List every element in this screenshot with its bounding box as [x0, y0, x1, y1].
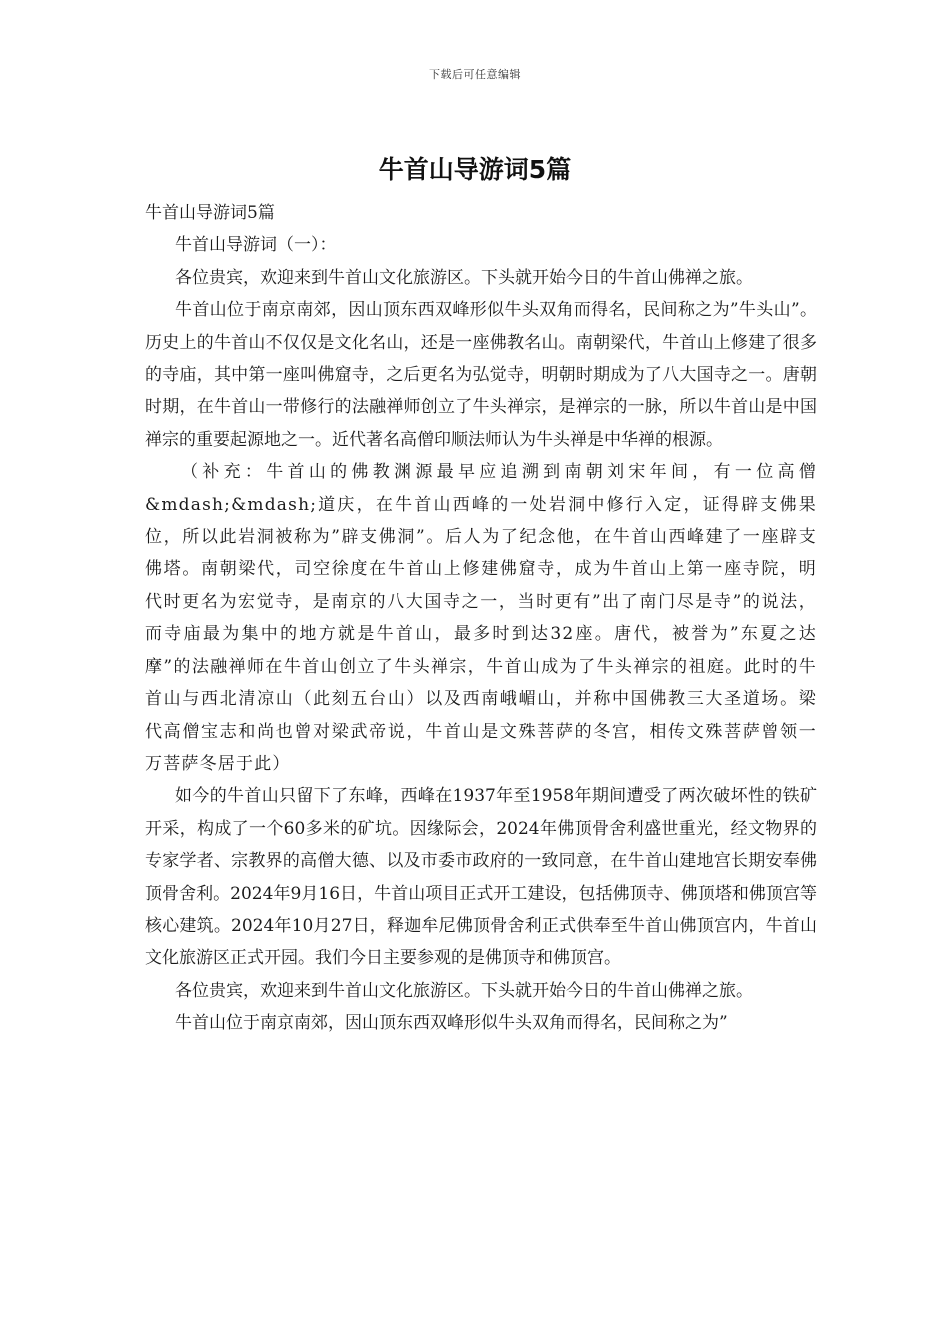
paragraph-welcome: 各位贵宾，欢迎来到牛首山文化旅游区。下头就开始今日的牛首山佛禅之旅。: [175, 267, 753, 288]
page-header-note: 下载后可任意编辑: [429, 68, 521, 81]
paragraph-present-day: 如今的牛首山只留下了东峰，西峰在1937年至1958年期间遭受了两次破坏性的铁矿开采，构成了一个60多米的矿坑。因缘际会，2024年佛顶骨舍利盛世重光，经文物界的专家学者、宗教界的高僧大德、以及市委市政府的一致同意，在牛首山建地宫长期安奉佛顶骨舍利。2024年9月16日，牛首山项目正式开工建设，包括佛顶寺、佛顶塔和佛顶宫等核心建筑。2024年10月27日，释迦牟尼佛顶骨舍利正式供奉至牛首山佛顶宫内，牛首山文化旅游区正式开园。我们今日主要参观的是佛顶寺和佛顶宫。: [145, 786, 817, 969]
paragraph-supplement: （补充：牛首山的佛教渊源最早应追溯到南朝刘宋年间，有一位高僧&mdash;&mdash;道庆，在牛首山西峰的一处岩洞中修行入定，证得辟支佛果位，所以此岩洞被称为”辟支佛洞”。后人为了纪念他，在牛首山西峰建了一座辟支佛塔。南朝梁代，司空徐度在牛首山上修建佛窟寺，成为牛首山上第一座寺院，明代时更名为宏觉寺，是南京的八大国寺之一，当时更有”出了南门尽是寺”的说法，而寺庙最为集中的地方就是牛首山，最多时到达32座。唐代，被誉为”东夏之达摩”的法融禅师在牛首山创立了牛头禅宗，牛首山成为了牛头禅宗的祖庭。此时的牛首山与西北清凉山（此刻五台山）以及西南峨嵋山，并称中国佛教三大圣道场。梁代高僧宝志和尚也曾对梁武帝说，牛首山是文殊菩萨的冬宫，相传文殊菩萨曾领一万菩萨冬居于此）: [145, 462, 817, 774]
document-body: [145, 197, 817, 1040]
document-title: 牛首山导游词5篇: [378, 155, 572, 184]
paragraph-history: 牛首山位于南京南郊，因山顶东西双峰形似牛头双角而得名，民间称之为”牛头山”。历史上的牛首山不仅仅是文化名山，还是一座佛教名山。南朝梁代，牛首山上修建了很多的寺庙，其中第一座叫佛窟寺，之后更名为弘觉寺，明朝时期成为了八大国寺之一。唐朝时期，在牛首山一带修行的法融禅师创立了牛头禅宗，是禅宗的一脉，所以牛首山是中国禅宗的重要起源地之一。近代著名高僧印顺法师认为牛头禅是中华禅的根源。: [145, 300, 817, 450]
paragraph-welcome-repeat: 各位贵宾，欢迎来到牛首山文化旅游区。下头就开始今日的牛首山佛禅之旅。: [175, 980, 753, 1001]
section-heading: 牛首山导游词（一）：: [175, 235, 337, 256]
document-subtitle: 牛首山导游词5篇: [145, 203, 275, 223]
paragraph-history-repeat: 牛首山位于南京南郊，因山顶东西双峰形似牛头双角而得名，民间称之为”: [175, 1013, 728, 1034]
